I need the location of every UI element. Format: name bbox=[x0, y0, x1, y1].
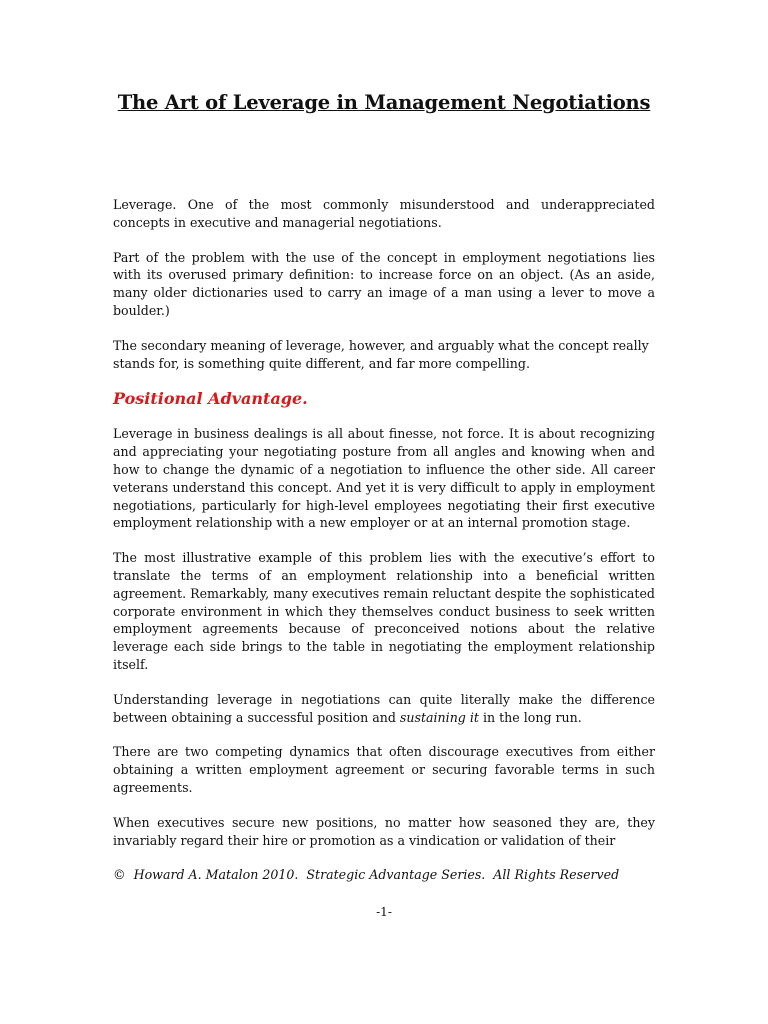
sustaining-paragraph-emphasis: sustaining it bbox=[399, 709, 479, 725]
sustaining-paragraph bbox=[113, 691, 655, 727]
intro-paragraph-3: The secondary meaning of leverage, however, and arguably what the concept really stands for, is something quite different, and far more compelling. bbox=[113, 337, 649, 371]
copyright-footer: © Howard A. Matalon 2010. Strategic Advantage Series. All Rights Reserved bbox=[113, 867, 620, 882]
sustaining-paragraph-tail: in the long run. bbox=[478, 709, 582, 725]
page-title: The Art of Leverage in Management Negotiations bbox=[117, 91, 651, 114]
document-body bbox=[113, 196, 655, 866]
section-paragraph-1: Leverage in business dealings is all about finesse, not force. It is about recognizing and appreciating your negotiating posture from all angles and knowing when and how to change the dynamic of a negotiation to influence the other side. All career veterans understand this concept. And yet it is very difficult to apply in employment negotiations, particularly for high-level employees negotiating their first executive employment relationship with a new employer or at an internal promotion stage. bbox=[113, 426, 655, 531]
section-paragraph-2: The most illustrative example of this problem lies with the executive’s effort to translate the terms of an employment relationship into a beneficial written agreement. Remarkably, many executives remain reluctant despite the sophisticated corporate environment in which they themselves conduct business to seek written employment agreements because of preconceived notions about the relative leverage each side brings to the table in negotiating the employment relationship itself. bbox=[113, 550, 655, 672]
end-paragraph-2: When executives secure new positions, no matter how seasoned they are, they invariably regard their hire or promotion as a vindication or validation of their bbox=[113, 814, 655, 848]
page-number: -1- bbox=[376, 905, 392, 919]
end-paragraph-1: There are two competing dynamics that often discourage executives from either obtaining a written employment agreement or securing favorable terms in such agreements. bbox=[113, 744, 655, 795]
section-heading: Positional Advantage. bbox=[113, 389, 308, 409]
intro-paragraph-1: Leverage. One of the most commonly misunderstood and underappreciated concepts in executive and managerial negotiations. bbox=[113, 197, 655, 230]
sustaining-paragraph-lead: Understanding leverage in negotiations can quite literally make the difference between obtaining a successful position and bbox=[113, 691, 655, 725]
intro-paragraph-2: Part of the problem with the use of the concept in employment negotiations lies with its overused primary definition: to increase force on an object. (As an aside, many older dictionaries used to carry an image of a man using a lever to move a boulder.) bbox=[113, 249, 655, 318]
